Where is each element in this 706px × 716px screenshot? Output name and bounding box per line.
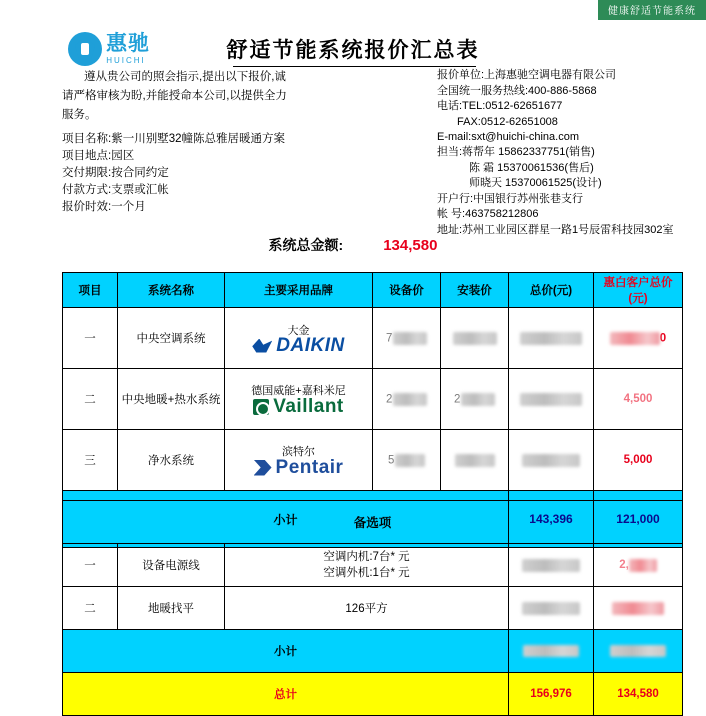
row-equipment-price	[373, 369, 441, 430]
project-delivery-row	[62, 165, 392, 182]
row-no: 二	[63, 587, 118, 630]
equipment-price-value: 5	[388, 454, 395, 467]
row-no: 一	[63, 308, 118, 369]
project-delivery-label: 交付期限:	[62, 167, 112, 179]
table-row	[63, 308, 683, 369]
grand-total-row	[63, 673, 683, 716]
optional-subtotal-row	[63, 630, 683, 673]
intro-line-2: 请严格审核为盼,并能授命本公司,以提供全力	[62, 90, 287, 102]
table-row	[63, 587, 683, 630]
intro-paragraph	[62, 68, 322, 125]
contact-design: 师晓天 15370061525(设计)	[469, 177, 602, 189]
company-bank: 开户行:中国银行苏州张巷支行	[437, 192, 584, 205]
brand-logo-daikin	[225, 334, 372, 356]
header-total-price: 总价(元)	[509, 273, 594, 308]
install-price-value: 2	[454, 393, 461, 406]
company-contacts-block	[437, 145, 706, 238]
equipment-price-value: 2	[386, 393, 393, 406]
row-spec	[225, 544, 509, 587]
optional-title-row	[63, 501, 683, 544]
client-price-value: 0	[659, 332, 667, 345]
brand-logo-text: Vaillant	[273, 395, 344, 417]
table-row	[63, 430, 683, 491]
masked-value	[455, 454, 495, 467]
row-name: 地暖找平	[118, 587, 225, 630]
brand-logo-vaillant	[225, 395, 372, 417]
grand-total-client: 134,580	[594, 673, 683, 716]
masked-value	[522, 602, 580, 615]
masked-value	[393, 393, 427, 406]
vaillant-icon	[253, 399, 269, 415]
system-total-line	[0, 235, 706, 255]
project-delivery-value: 按合同约定	[111, 167, 169, 179]
table-row	[63, 369, 683, 430]
client-price-value: 4,500	[623, 393, 653, 405]
row-no: 一	[63, 544, 118, 587]
intro-line-1: 遵从贵公司的照会指示,提出以下报价,诚	[84, 71, 286, 83]
contact-sales: 担当:蒋帮年 15862337751(销售)	[437, 146, 595, 158]
green-banner-tag: 健康舒适节能系统	[598, 0, 706, 20]
masked-value	[610, 645, 666, 657]
brand-logo-text: Pentair	[275, 456, 344, 478]
company-fax: FAX:0512-62651008	[457, 115, 558, 128]
project-payment-row	[62, 182, 392, 199]
brand-logo-text: DAIKIN	[276, 334, 345, 356]
contact-service: 陈 霜 15370061536(售后)	[469, 161, 594, 174]
project-validity-row	[62, 199, 392, 216]
brand-name-cn: 滨特尔	[282, 445, 315, 458]
row-client-price: 5,000	[594, 430, 683, 491]
row-equipment-price	[373, 430, 441, 491]
subtotal-client: 121,000	[594, 491, 683, 548]
logo-text-en: HUICHI	[106, 56, 146, 65]
masked-value	[523, 645, 579, 657]
row-client-price	[594, 587, 683, 630]
masked-value	[629, 559, 657, 572]
row-name: 设备电源线	[118, 544, 225, 587]
row-client-price	[594, 308, 683, 369]
masked-value	[393, 332, 427, 345]
row-spec-line-2: 空调外机:1台* 元	[323, 567, 410, 579]
brand-name-cn: 大金	[287, 324, 310, 337]
project-name-row	[62, 131, 392, 148]
row-spec-line-1: 空调内机:7台* 元	[323, 551, 410, 563]
row-equipment-price	[373, 308, 441, 369]
row-total-price	[509, 430, 594, 491]
project-payment-value: 支票或汇帐	[111, 184, 169, 196]
page-title: 舒适节能系统报价汇总表	[226, 39, 480, 62]
header-install-price: 安装价	[441, 273, 509, 308]
optional-subtotal-label: 小计	[63, 630, 509, 673]
table-row	[63, 544, 683, 587]
subtotal-label: 小计	[63, 491, 509, 548]
company-hotline: 全国统一服务热线:400-886-5868	[437, 84, 597, 97]
project-name-label: 项目名称:	[62, 133, 112, 145]
masked-value	[461, 393, 495, 406]
row-client-price	[594, 369, 683, 430]
masked-value	[522, 454, 580, 467]
company-contact-block	[437, 68, 706, 146]
daikin-icon	[252, 339, 272, 353]
row-spec: 126平方	[225, 587, 509, 630]
row-no: 三	[63, 430, 118, 491]
optional-subtotal-client	[594, 630, 683, 673]
equipment-price-value: 7	[386, 332, 393, 345]
row-install-price	[441, 369, 509, 430]
company-address: 地址:苏州工业园区群星一路1号辰雷科技园302室	[437, 223, 674, 236]
project-validity-label: 报价时效:	[62, 201, 112, 213]
grand-total-label: 总计	[63, 673, 509, 716]
project-name-value: 紫一川别墅32幢陈总雅居暖通方案	[111, 133, 285, 145]
row-total-price	[509, 369, 594, 430]
row-install-price	[441, 430, 509, 491]
header-equipment-price: 设备价	[373, 273, 441, 308]
table-header-row	[63, 273, 683, 308]
row-system-name: 中央地暖+热水系统	[118, 369, 225, 430]
row-install-price	[441, 308, 509, 369]
row-system-name: 中央空调系统	[118, 308, 225, 369]
project-validity-value: 一个月	[111, 201, 146, 213]
pentair-icon	[254, 460, 272, 476]
client-price-value: 2,	[619, 559, 629, 572]
masked-value	[610, 332, 660, 345]
row-no: 二	[63, 369, 118, 430]
project-payment-label: 付款方式:	[62, 184, 112, 196]
masked-value	[395, 454, 425, 467]
company-unit: 报价单位:上海惠驰空调电器有限公司	[437, 69, 617, 81]
row-client-price	[594, 544, 683, 587]
project-address-value: 园区	[111, 150, 135, 162]
company-account: 帐 号:463758212806	[437, 208, 539, 220]
row-brand	[225, 430, 373, 491]
document-header	[0, 18, 706, 65]
subtotal-total: 143,396	[509, 491, 594, 548]
project-address-row	[62, 148, 392, 165]
row-system-name: 净水系统	[118, 430, 225, 491]
row-total-price	[509, 587, 594, 630]
header-system-name: 系统名称	[118, 273, 225, 308]
title-underline	[233, 66, 476, 67]
brand-logo-pentair	[225, 456, 372, 478]
logo-text-cn: 惠驰	[106, 32, 150, 55]
optional-title: 备选项	[63, 501, 683, 544]
masked-value	[520, 332, 582, 345]
intro-line-3: 服务。	[62, 109, 97, 121]
header-item: 项目	[63, 273, 118, 308]
brand-name-cn: 德国威能+嘉科米尼	[251, 384, 346, 397]
masked-value	[453, 332, 497, 345]
masked-value	[520, 393, 582, 406]
header-brand: 主要采用品牌	[225, 273, 373, 308]
masked-value	[612, 602, 664, 615]
project-info	[62, 131, 392, 216]
company-tel: 电话:TEL:0512-62651677	[437, 100, 563, 112]
system-total-label: 系统总金额:	[268, 237, 344, 253]
masked-value	[522, 559, 580, 572]
row-brand	[225, 308, 373, 369]
system-total-value: 134,580	[383, 237, 438, 254]
row-total-price	[509, 308, 594, 369]
optional-items-table	[62, 500, 683, 716]
row-total-price	[509, 544, 594, 587]
project-address-label: 项目地点:	[62, 150, 112, 162]
grand-total-total: 156,976	[509, 673, 594, 716]
company-email: E-mail:sxt@huichi-china.com	[437, 131, 579, 143]
row-brand	[225, 369, 373, 430]
optional-subtotal-total	[509, 630, 594, 673]
header-client-price: 惠白客户总价(元)	[594, 273, 683, 308]
